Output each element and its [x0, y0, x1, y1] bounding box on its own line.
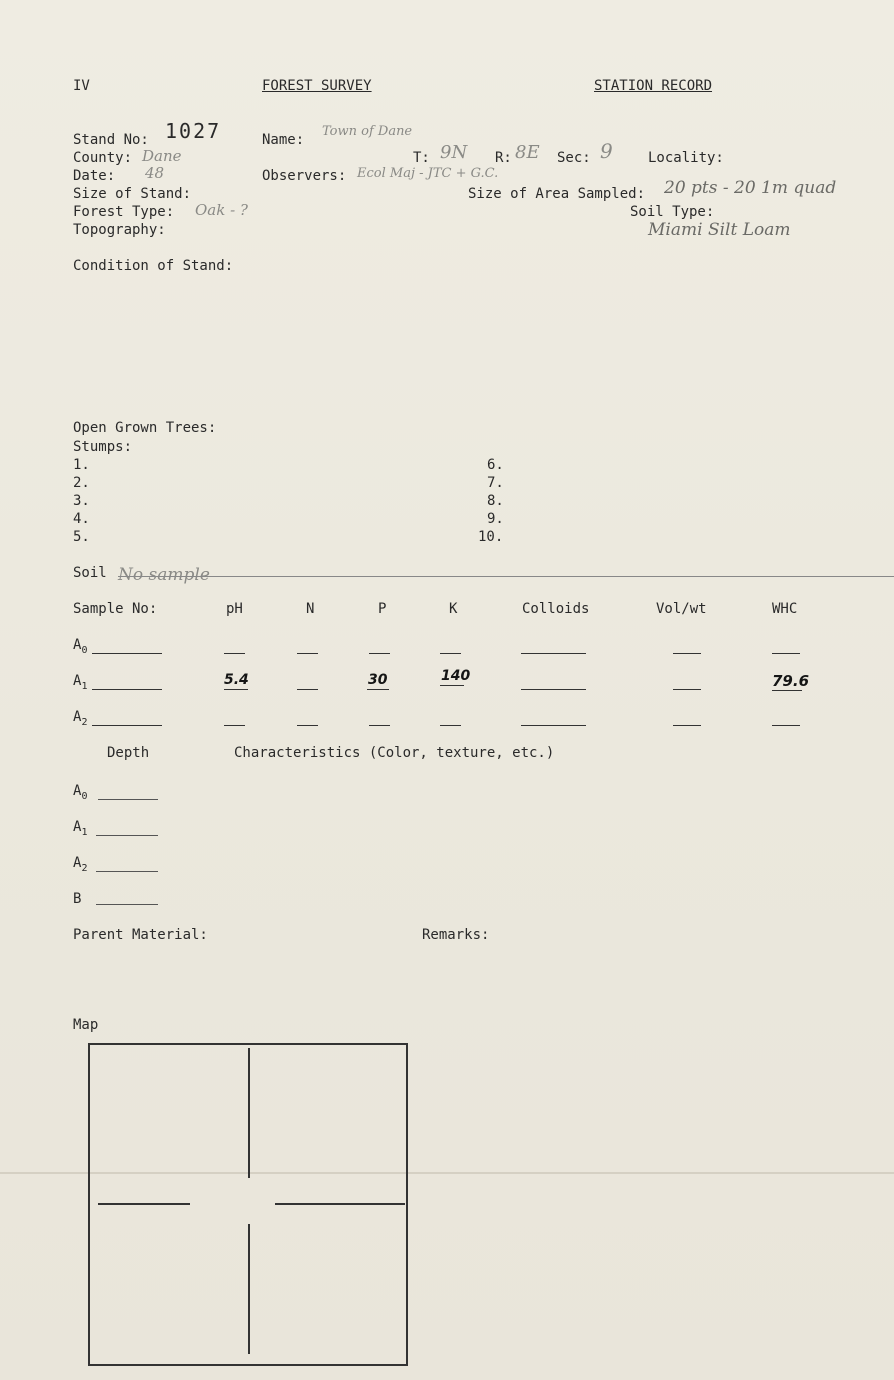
size-of-area-label: Size of Area Sampled:	[468, 186, 646, 202]
stump-item: 8.	[487, 493, 504, 509]
stump-item: 2.	[73, 475, 90, 491]
depth-label: Depth	[107, 745, 150, 761]
stump-item: 10.	[478, 529, 504, 545]
soil-header-k: K	[449, 601, 458, 617]
depth-row-name: $A_0$	[73, 783, 88, 802]
stand-no-label: Stand No:	[73, 132, 149, 148]
record-title: STATION RECORD	[594, 78, 713, 94]
forest-type-value: Oak - ?	[195, 201, 248, 219]
remarks-label: Remarks:	[422, 927, 490, 943]
soil-a1-p: 30	[368, 672, 388, 688]
depth-row-name: B	[73, 891, 82, 907]
stumps-label: Stumps:	[73, 439, 133, 455]
soil-row-name: $A_1$	[73, 673, 88, 692]
soil-a1-ph: 5.4	[224, 672, 249, 688]
sec-value: 9	[600, 139, 613, 163]
observers-label: Observers:	[262, 168, 347, 184]
county-label: County:	[73, 150, 133, 166]
soil-header-sample: Sample No:	[73, 601, 158, 617]
open-grown-trees-label: Open Grown Trees:	[73, 420, 217, 436]
topography-label: Topography:	[73, 222, 166, 238]
depth-row-name: $A_2$	[73, 855, 88, 874]
t-value: 9N	[440, 142, 468, 163]
soil-a1-k: 140	[441, 668, 471, 684]
soil-row-name: $A_0$	[73, 637, 88, 656]
forest-type-label: Forest Type:	[73, 204, 175, 220]
date-value: 48	[145, 164, 165, 182]
map-label: Map	[73, 1017, 99, 1033]
stump-item: 3.	[73, 493, 90, 509]
form-title: FOREST SURVEY	[262, 78, 372, 94]
stump-item: 5.	[73, 529, 90, 545]
stump-item: 6.	[487, 457, 504, 473]
depth-row-name: $A_1$	[73, 819, 88, 838]
soil-a1-whc: 79.6	[772, 672, 810, 690]
soil-header-volwt: Vol/wt	[656, 601, 707, 617]
soil-row-name: $A_2$	[73, 709, 88, 728]
soil-header-p: P	[378, 601, 387, 617]
stump-item: 4.	[73, 511, 90, 527]
sec-label: Sec:	[557, 150, 591, 166]
size-of-area-value: 20 pts - 20 1m quad	[664, 178, 837, 198]
soil-header-ph: pH	[226, 601, 243, 617]
stand-no-value: 1027	[165, 119, 222, 143]
soil-type-label: Soil Type:	[630, 204, 715, 220]
parent-material-label: Parent Material:	[73, 927, 208, 943]
r-value: 8E	[515, 142, 540, 163]
stump-item: 1.	[73, 457, 90, 473]
t-label: T:	[413, 150, 430, 166]
county-value: Dane	[142, 147, 182, 165]
name-value: Town of Dane	[322, 124, 413, 139]
date-label: Date:	[73, 168, 116, 184]
stump-item: 9.	[487, 511, 504, 527]
soil-label: Soil	[73, 565, 107, 581]
condition-of-stand-label: Condition of Stand:	[73, 258, 234, 274]
size-of-stand-label: Size of Stand:	[73, 186, 192, 202]
observers-value: Ecol Maj - JTC + G.C.	[357, 166, 499, 181]
characteristics-label: Characteristics (Color, texture, etc.)	[234, 745, 555, 761]
r-label: R:	[495, 150, 512, 166]
section-number: IV	[73, 78, 90, 94]
locality-label: Locality:	[648, 150, 724, 166]
soil-header-n: N	[306, 601, 315, 617]
soil-note: No sample	[118, 567, 894, 583]
paper-fold	[0, 1172, 894, 1174]
soil-header-whc: WHC	[772, 601, 798, 617]
soil-type-value: Miami Silt Loam	[648, 220, 791, 240]
name-label: Name:	[262, 132, 305, 148]
soil-header-colloids: Colloids	[522, 601, 590, 617]
stump-item: 7.	[487, 475, 504, 491]
